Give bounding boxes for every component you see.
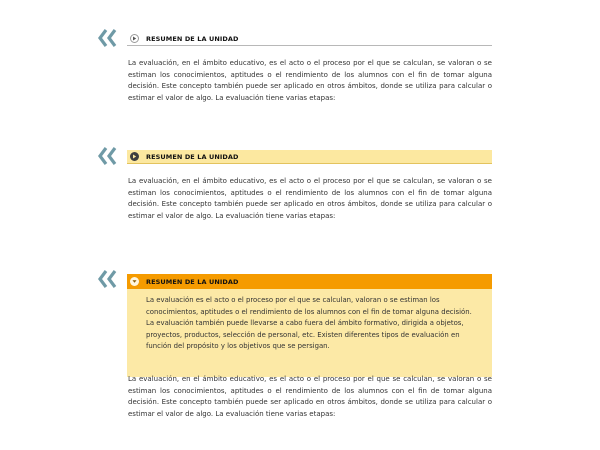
double-chevron-left-icon (98, 147, 120, 165)
unit-paragraph: La evaluación, en el ámbito educativo, es el acto o el proceso por el que se calculan, se valoran o se estiman los conocimientos, aptitudes o el rendimiento de los alumnos con el fin de tomar alguna decisión. Este concepto también puede ser aplicado en otros ámbitos, donde se utiliza para calcular o estimar el valor de algo. La evaluación tiene varias etapas: (128, 59, 492, 102)
unit-paragraph: La evaluación, en el ámbito educativo, es el acto o el proceso por el que se calculan, se valoran o se estiman los conocimientos, aptitudes o el rendimiento de los alumnos con el fin de tomar alguna decisión. Este concepto también puede ser aplicado en otros ámbitos, donde se utiliza para calcular o estimar el valor de algo. La evaluación tiene varias etapas: (128, 177, 492, 220)
double-chevron-left-icon (98, 29, 120, 47)
summary-header-title[interactable]: RESUMEN DE LA UNIDAD (146, 277, 239, 286)
play-arrow-icon (132, 154, 137, 159)
unit-paragraph: La evaluación, en el ámbito educativo, es el acto o el proceso por el que se calculan, se valoran o se estiman los conocimientos, aptitudes o el rendimiento de los alumnos con el fin de tomar alguna decisión. Este concepto también puede ser aplicado en otros ámbitos, donde se utiliza para calcular o estimar el valor de algo. La evaluación tiene varias etapas: (128, 375, 492, 418)
summary-panel (127, 289, 492, 377)
summary-header[interactable] (127, 274, 492, 289)
summary-header-title[interactable]: RESUMEN DE LA UNIDAD (146, 152, 239, 161)
expand-toggle-button[interactable] (130, 34, 139, 43)
summary-header[interactable] (127, 32, 492, 46)
chevron-down-icon (132, 279, 137, 284)
collapse-toggle-button[interactable] (130, 277, 139, 286)
expand-toggle-button[interactable] (130, 152, 139, 161)
play-arrow-icon (132, 36, 137, 41)
summary-header[interactable] (127, 150, 492, 164)
double-chevron-left-icon (98, 270, 120, 288)
summary-header-title[interactable]: RESUMEN DE LA UNIDAD (146, 34, 239, 43)
summary-text: La evaluación es el acto o el proceso por el que se calculan, valoran o se estiman los conocimientos, aptitudes o el rendimiento de los alumnos con el fin de tomar alguna decisión. La evaluación también puede llevarse a cabo fuera del ámbito formativo, dirigida a objetos, proyectos, productos, selección de personal, etc. Existen diferentes tipos de evaluación en función del propósito y los objetivos que se persigan. (146, 296, 472, 351)
